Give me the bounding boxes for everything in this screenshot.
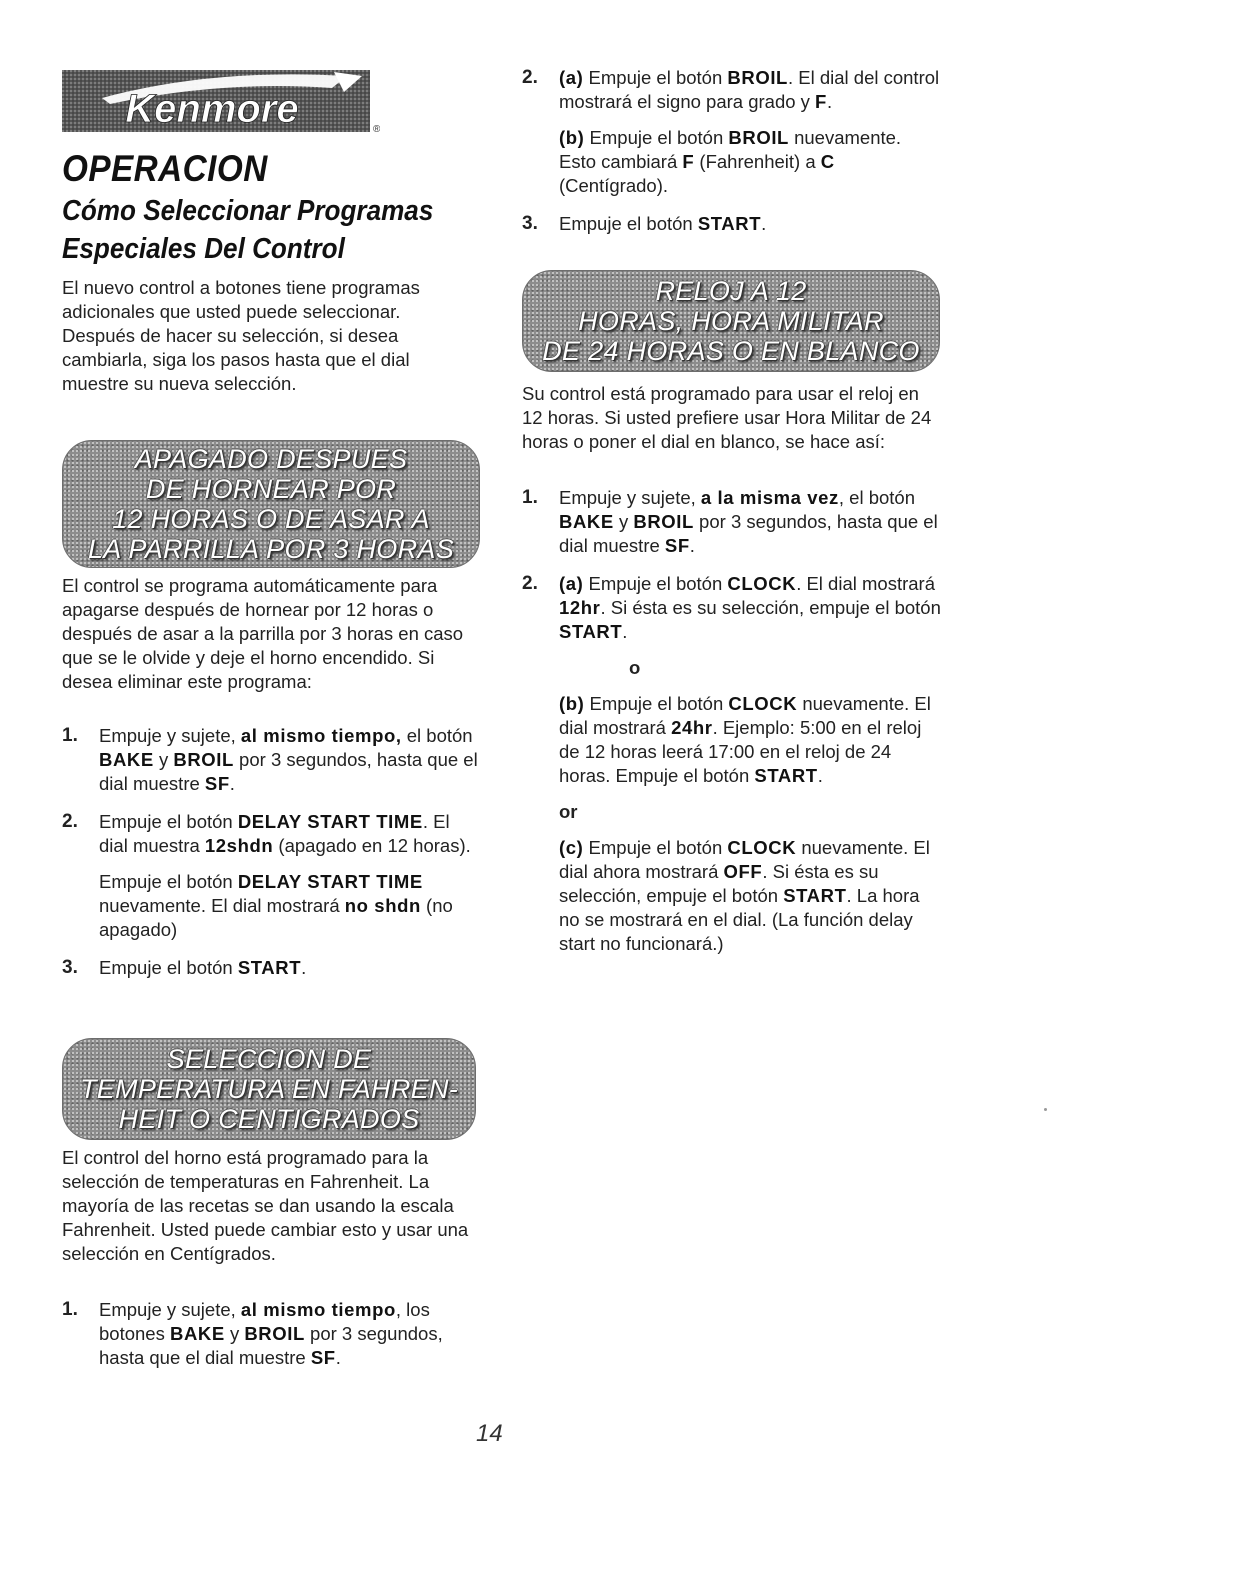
page-subtitle: Cómo Seleccionar Programas Especiales Del Control — [62, 195, 434, 265]
or-separator: or — [559, 801, 578, 822]
list-item: 1. Empuje y sujete, al mismo tiempo, los botones BAKE y BROIL por 3 segundos, hasta que el dial muestre SF. — [62, 1299, 443, 1368]
list-item: 2. Empuje el botón DELAY START TIME. El dial muestra 12shdn (apagado en 12 horas). Empuje el botón DELAY START TIME nuevamente. El dial mostrará no shdn (no apagado) — [62, 811, 471, 940]
banner-text: SELECCION DE TEMPERATURA EN FAHREN- HEIT O CENTIGRADOS — [79, 1044, 459, 1134]
section3-text: Su control está programado para usar el reloj en 12 horas. Si usted prefiere usar Hora Militar de 24 horas o poner el dial en blanco, se hace así: — [522, 383, 932, 452]
list-item: 3. Empuje el botón START. — [522, 213, 767, 234]
list-item: 3. Empuje el botón START. — [62, 957, 307, 978]
page-number: 14 — [476, 1420, 503, 1447]
banner-text: RELOJ A 12 HORAS, HORA MILITAR DE 24 HORAS O EN BLANCO — [542, 276, 920, 366]
page-title: OPERACION — [62, 148, 268, 189]
section3-steps — [522, 486, 942, 970]
svg-text:Kenmore: Kenmore — [125, 87, 299, 131]
kenmore-logo-graphic — [62, 70, 380, 136]
section2-text: El control del horno está programado para la selección de temperaturas en Fahrenheit. La mayoría de las recetas se dan usando la escala Fahrenheit. Usted puede cambiar esto y usar una selección en Centígrados. — [62, 1147, 469, 1264]
list-item: 1. Empuje y sujete, al mismo tiempo, el botón BAKE y BROIL por 3 segundos, hasta que el dial muestre SF. — [62, 725, 478, 794]
section1-text: El control se programa automáticamente para apagarse después de hornear por 12 horas o después de asar a la parrilla por 3 horas en caso que se le olvide y deje el horno encendido. Si desea eliminar este programa: — [62, 575, 464, 692]
list-item: 2. (a) Empuje el botón BROIL. El dial del control mostrará el signo para grado y F. (b) Empuje el botón BROIL nuevamente. Esto cambiará F (Fahrenheit) a C (Centígrado). — [522, 67, 940, 196]
or-separator: o — [629, 657, 641, 678]
list-item: 2. (a) Empuje el botón CLOCK. El dial mostrará 12hr. Si ésta es su selección, empuje el botón START. o (b) Empuje el botón CLOCK nuevamente. El dial mostrará 24hr. Ejemplo: 5:00 en el reloj de 12 horas leerá 17:00 en el reloj de 24 horas. Empuje el botón START. or (c) Empuje el botón CLOCK nuevamente. El dial ahora mostrará OFF. Si ésta es su selección, empuje el botón START. La hora no se mostrará en el dial. (La función delay start no funcionará.) — [522, 573, 941, 954]
svg-text:®: ® — [373, 124, 380, 135]
section-banner-clock — [522, 270, 940, 372]
section2-steps-left — [62, 1298, 482, 1384]
banner-text: APAGADO DESPUES DE HORNEAR POR 12 HORAS O DE ASAR A LA PARRILLA POR 3 HORAS — [87, 444, 455, 564]
section2-steps-right — [522, 66, 942, 250]
scan-speck — [1044, 1108, 1047, 1111]
list-item: 1. Empuje y sujete, a la misma vez, el botón BAKE y BROIL por 3 segundos, hasta que el dial muestre SF. — [522, 487, 938, 556]
kenmore-logo — [62, 70, 380, 136]
section-banner-temperature — [62, 1038, 476, 1140]
section1-steps — [62, 724, 482, 994]
intro-text: El nuevo control a botones tiene programas adicionales que usted puede seleccionar. Después de hacer su selección, si desea cambiarla, siga los pasos hasta que el dial muestre su nueva selección. — [62, 277, 420, 394]
section-banner-auto-off — [62, 440, 480, 568]
